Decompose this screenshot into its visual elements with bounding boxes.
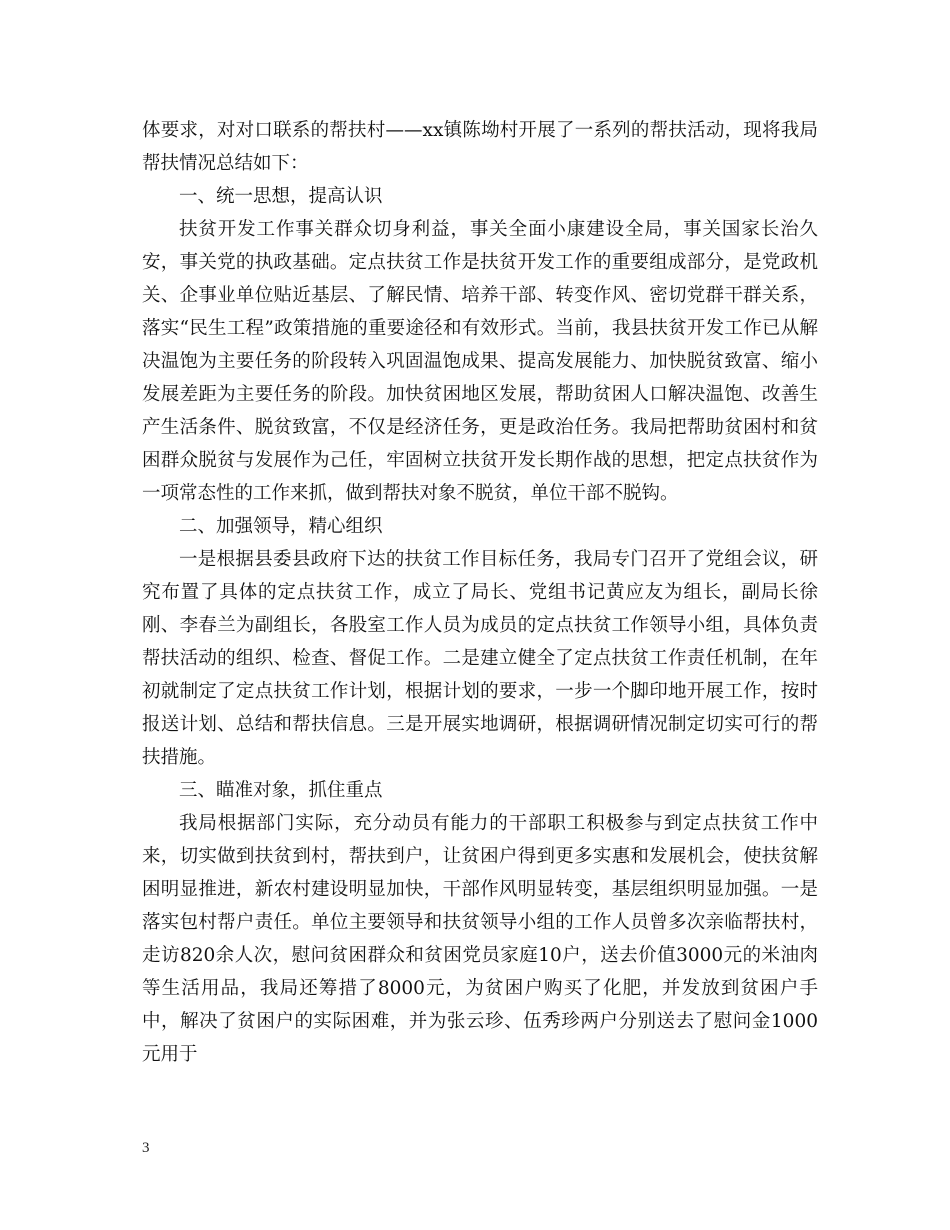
section-heading-1: 一、统一思想，提高认识 [179,186,383,207]
document-body [142,114,818,1071]
paragraph-continuation: 体要求，对对口联系的帮扶村——xx镇陈坳村开展了一系列的帮扶活动，现将我局帮扶情况总结如下： [142,120,818,174]
page-number: 3 [142,1140,150,1156]
paragraph-2: 一是根据县委县政府下达的扶贫工作目标任务，我局专门召开了党组会议，研究布置了具体的定点扶贫工作，成立了局长、党组书记黄应友为组长，副局长徐刚、李春兰为副组长，各股室工作人员为成员的定点扶贫工作领导小组，具体负责帮扶活动的组织、检查、督促工作。二是建立健全了定点扶贫工作责任机制，在年初就制定了定点扶贫工作计划，根据计划的要求，一步一个脚印地开展工作，按时报送计划、总结和帮扶信息。三是开展实地调研，根据调研情况制定切实可行的帮扶措施。 [142,549,818,768]
paragraph-1: 扶贫开发工作事关群众切身利益，事关全面小康建设全局，事关国家长治久安，事关党的执政基础。定点扶贫工作是扶贫开发工作的重要组成部分，是党政机关、企事业单位贴近基层、了解民情、培养干部、转变作风、密切党群干群关系，落实“民生工程”政策措施的重要途径和有效形式。当前，我县扶贫开发工作已从解决温饱为主要任务的阶段转入巩固温饱成果、提高发展能力、加快脱贫致富、缩小发展差距为主要任务的阶段。加快贫困地区发展，帮助贫困人口解决温饱、改善生产生活条件、脱贫致富，不仅是经济任务，更是政治任务。我局把帮助贫困村和贫困群众脱贫与发展作为己任，牢固树立扶贫开发长期作战的思想，把定点扶贫作为一项常态性的工作来抓，做到帮扶对象不脱贫，单位干部不脱钩。 [142,219,818,504]
section-heading-3: 三、瞄准对象，抓住重点 [179,780,383,801]
section-heading-2: 二、加强领导，精心组织 [179,516,383,537]
paragraph-3: 我局根据部门实际，充分动员有能力的干部职工积极参与到定点扶贫工作中来，切实做到扶贫到村，帮扶到户，让贫困户得到更多实惠和发展机会，使扶贫解困明显推进，新农村建设明显加快，干部作风明显转变，基层组织明显加强。一是落实包村帮户责任。单位主要领导和扶贫领导小组的工作人员曾多次亲临帮扶村，走访820余人次，慰问贫困群众和贫困党员家庭10户，送去价值3000元的米油肉等生活用品，我局还筹措了8000元，为贫困户购买了化肥，并发放到贫困户手中，解决了贫困户的实际困难，并为张云珍、伍秀珍两户分别送去了慰问金1000元用于 [142,813,818,1065]
